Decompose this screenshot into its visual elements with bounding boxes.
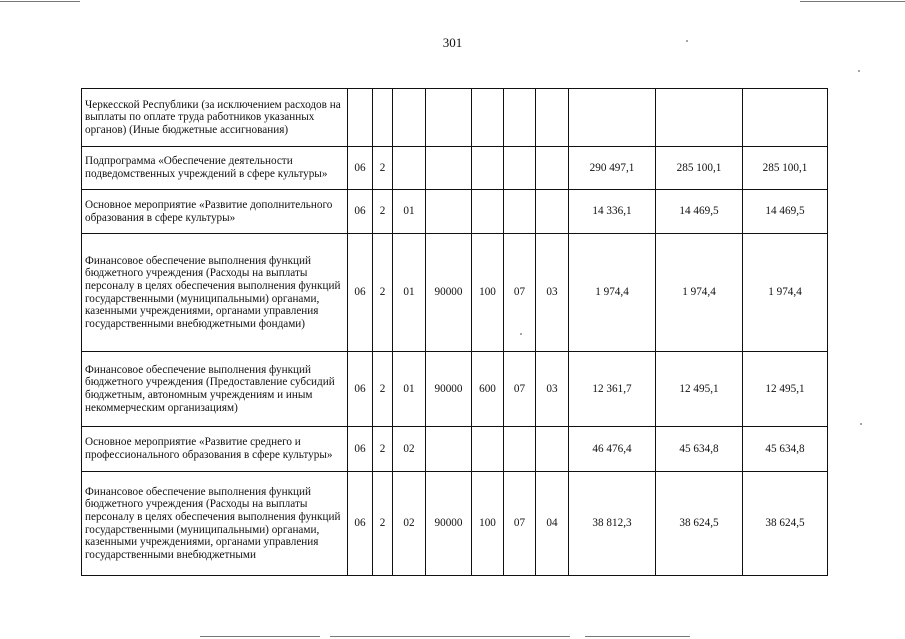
cell-amount-year3: 1 974,4 [743,234,828,352]
cell-direction: 90000 [426,352,472,427]
cell-amount-year2: 285 100,1 [656,147,743,190]
table-row [82,472,828,576]
cell-amount-year1: 46 476,4 [569,427,656,472]
cell-subsection [536,147,569,190]
cell-direction: 90000 [426,234,472,352]
cell-subprogram: 2 [373,472,393,576]
budget-table [81,88,828,576]
cell-expense-type [472,89,504,147]
cell-amount-year3 [743,89,828,147]
table-row [82,234,828,352]
table-row [82,427,828,472]
scan-edge-line [330,636,570,637]
cell-section: 07 [504,234,536,352]
cell-section [504,190,536,234]
cell-subsection [536,89,569,147]
cell-subprogram: 2 [373,234,393,352]
cell-ministry: 06 [348,427,373,472]
cell-subsection [536,427,569,472]
cell-direction: 90000 [426,472,472,576]
table-row [82,89,828,147]
cell-subsection: 03 [536,234,569,352]
scan-speck [858,70,860,72]
cell-amount-year1: 38 812,3 [569,472,656,576]
cell-amount-year3: 285 100,1 [743,147,828,190]
cell-section: 07 [504,352,536,427]
page-number: 301 [442,35,463,50]
scan-edge-line [200,636,320,637]
row-name: Финансовое обеспечение выполнения функций бюджетного учреждения (Расходы на выплаты персоналу в целях обеспечения выполнения функций государственными (муниципальными) органами, казенными учреждениями, органами управления государственными внебюджетными фондами) [82,234,348,352]
cell-amount-year2: 45 634,8 [656,427,743,472]
row-name: Основное мероприятие «Развитие дополнительного образования в сфере культуры» [82,190,348,234]
cell-amount-year2: 38 624,5 [656,472,743,576]
cell-amount-year3: 45 634,8 [743,427,828,472]
scan-edge-line [585,636,690,637]
cell-ministry: 06 [348,234,373,352]
cell-amount-year3: 12 495,1 [743,352,828,427]
table-row [82,352,828,427]
cell-amount-year2: 12 495,1 [656,352,743,427]
table-row [82,190,828,234]
cell-section [504,427,536,472]
cell-direction [426,147,472,190]
cell-amount-year2: 1 974,4 [656,234,743,352]
cell-section [504,147,536,190]
cell-subprogram [373,89,393,147]
cell-subprogram: 2 [373,427,393,472]
cell-expense-type [472,427,504,472]
cell-subsection: 03 [536,352,569,427]
cell-ministry [348,89,373,147]
row-name: Черкесской Республики (за исключением расходов на выплаты по оплате труда работников указанных органов) (Иные бюджетные ассигнования) [82,89,348,147]
cell-subprogram: 2 [373,352,393,427]
cell-subprogram: 2 [373,147,393,190]
cell-ministry: 06 [348,352,373,427]
cell-amount-year1: 1 974,4 [569,234,656,352]
cell-expense-type: 100 [472,234,504,352]
cell-ministry: 06 [348,190,373,234]
cell-expense-type: 100 [472,472,504,576]
cell-amount-year1 [569,89,656,147]
cell-expense-type: 600 [472,352,504,427]
cell-amount-year3: 38 624,5 [743,472,828,576]
cell-amount-year3: 14 469,5 [743,190,828,234]
cell-main-measure: 01 [393,234,426,352]
cell-subsection [536,190,569,234]
scan-edge-line [0,1,80,2]
cell-amount-year2: 14 469,5 [656,190,743,234]
scan-speck [860,423,862,425]
cell-main-measure: 01 [393,352,426,427]
cell-amount-year2 [656,89,743,147]
cell-direction [426,89,472,147]
cell-direction [426,190,472,234]
cell-expense-type [472,147,504,190]
row-name: Подпрограмма «Обеспечение деятельности подведомственных учреждений в сфере культуры» [82,147,348,190]
table-row [82,147,828,190]
cell-expense-type [472,190,504,234]
row-name: Финансовое обеспечение выполнения функций бюджетного учреждения (Предоставление субсидий бюджетным, автономным учреждениям и иным некоммерческим организациям) [82,352,348,427]
cell-ministry: 06 [348,472,373,576]
cell-amount-year1: 290 497,1 [569,147,656,190]
cell-amount-year1: 12 361,7 [569,352,656,427]
scan-edge-line [800,1,905,2]
cell-subprogram: 2 [373,190,393,234]
cell-section [504,89,536,147]
cell-subsection: 04 [536,472,569,576]
cell-main-measure: 02 [393,427,426,472]
cell-section: 07 [504,472,536,576]
cell-main-measure [393,147,426,190]
row-name: Основное мероприятие «Развитие среднего и профессионального образования в сфере культуры» [82,427,348,472]
cell-ministry: 06 [348,147,373,190]
cell-main-measure: 01 [393,190,426,234]
scan-speck [686,40,688,42]
cell-direction [426,427,472,472]
scan-speck [520,333,522,335]
cell-main-measure [393,89,426,147]
row-name: Финансовое обеспечение выполнения функций бюджетного учреждения (Расходы на выплаты персоналу в целях обеспечения выполнения функций государственными (муниципальными) органами, казенными учреждениями, органами управления государственными внебюджетными [82,472,348,576]
cell-amount-year1: 14 336,1 [569,190,656,234]
cell-main-measure: 02 [393,472,426,576]
